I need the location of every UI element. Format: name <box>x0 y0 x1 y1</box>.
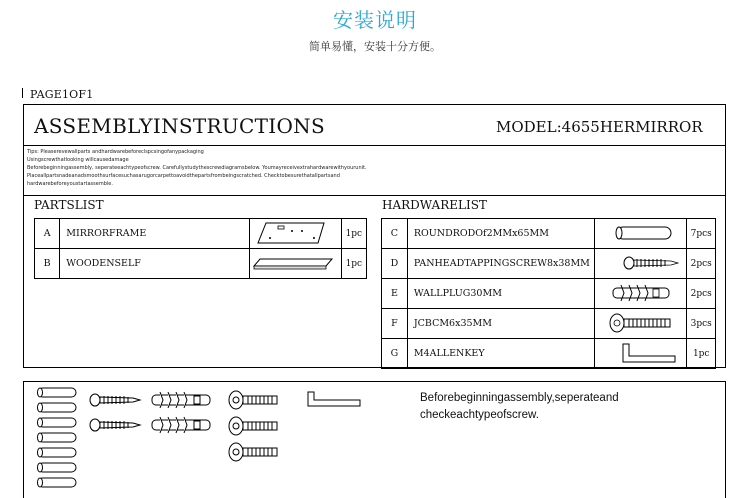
hardware-letter: G <box>382 339 408 369</box>
part-letter: A <box>35 219 60 249</box>
table-row <box>382 309 716 339</box>
note-line: checkeachtypeofscrew. <box>420 409 539 421</box>
hardware-name: ROUNDRODOf2MMx65MM <box>407 219 594 249</box>
tips-line: hardwarebeforeyoustartassemble. <box>27 181 113 187</box>
hardware-qty: 7pcs <box>687 219 716 249</box>
hardware-list-title: HARDWARELIST <box>382 198 487 212</box>
hardware-name: M4ALLENKEY <box>407 339 594 369</box>
wooden-shelf-icon <box>252 257 334 271</box>
hardware-image-cell <box>594 219 687 249</box>
tapping-screw-icon <box>623 256 679 270</box>
table-row <box>382 219 716 249</box>
hardware-letter: E <box>382 279 408 309</box>
round-rod-icon <box>38 388 77 487</box>
hardware-name: WALLPLUG30MM <box>407 279 594 309</box>
sheet-title: ASSEMBLYINSTRUCTIONS <box>34 114 325 138</box>
allen-key-icon <box>308 392 360 406</box>
part-qty: 1pc <box>341 249 366 279</box>
hardware-letter: C <box>382 219 408 249</box>
bolt-icon <box>609 313 673 333</box>
page-title: 安装说明 <box>333 8 417 32</box>
tapping-screw-icon <box>90 394 140 431</box>
table-row <box>35 249 367 279</box>
hardware-preview-illustration <box>30 384 390 498</box>
table-row <box>382 339 716 369</box>
table-row <box>382 249 716 279</box>
hardware-name: PANHEADTAPPINGSCREW8x38MM <box>407 249 594 279</box>
wall-plug-icon <box>611 283 673 303</box>
table-row <box>382 279 716 309</box>
page-label: PAGE1OF1 <box>30 88 94 101</box>
wall-plug-icon <box>152 392 210 433</box>
hardware-letter: D <box>382 249 408 279</box>
tips-line: Beforebeginningassembly, seperateeachtypeofscrew. Carefullystudythescrewdiagramsbelow. Youmayreceivextrahardwarewithyourunit. <box>27 165 367 171</box>
tips-text <box>27 148 707 188</box>
hardware-image-cell <box>594 309 687 339</box>
hardware-name: JCBCM6x35MM <box>407 309 594 339</box>
hardware-image-cell <box>594 249 687 279</box>
hardware-qty: 2pcs <box>687 279 716 309</box>
part-letter: B <box>35 249 60 279</box>
model-number: MODEL:4655HERMIRROR <box>496 118 703 136</box>
tips-line: Usingscrewthatlooking willcausedamage <box>27 157 129 163</box>
part-image-cell <box>249 249 341 279</box>
hardware-letter: F <box>382 309 408 339</box>
hardware-qty: 3pcs <box>687 309 716 339</box>
part-qty: 1pc <box>341 219 366 249</box>
part-image-cell <box>249 219 341 249</box>
table-row <box>35 219 367 249</box>
allen-key-icon <box>621 342 677 364</box>
corner-mark <box>22 88 23 98</box>
tips-line: Placeallpartsnadeanadsmoothsurfacesuchasarugorcarpettoavoidthepartsfrombeingscratched. Checktobesurethatallpartsand <box>27 173 340 179</box>
parts-list-title: PARTSLIST <box>34 198 104 212</box>
hardware-table <box>381 218 716 369</box>
note-line: Beforebeginningassembly,seperateand <box>420 392 619 404</box>
mirror-frame-icon <box>256 222 328 244</box>
section-divider <box>23 195 726 196</box>
hardware-qty: 2pcs <box>687 249 716 279</box>
hardware-image-cell <box>594 339 687 369</box>
part-name: MIRRORFRAME <box>60 219 249 249</box>
hardware-image-cell <box>594 279 687 309</box>
tips-line: Tips: Pleaserevewallparts andhardwarebeforeclspcsingofanypackaging <box>27 149 204 155</box>
hardware-qty: 1pc <box>687 339 716 369</box>
round-rod-icon <box>613 226 673 240</box>
page-subtitle: 简单易懂，安装十分方便。 <box>309 40 441 53</box>
part-name: WOODENSELF <box>60 249 249 279</box>
bolt-icon <box>229 391 277 461</box>
parts-table <box>34 218 367 279</box>
assembly-note <box>420 390 619 424</box>
